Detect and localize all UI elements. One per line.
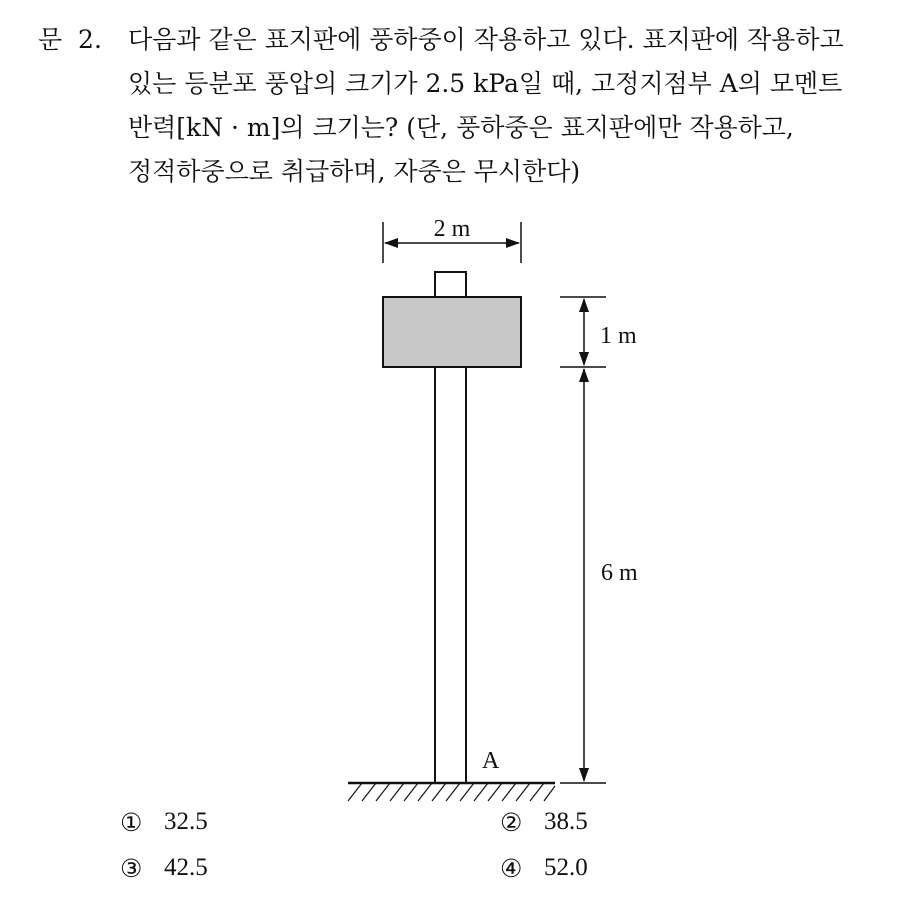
height-dimensions <box>560 297 638 783</box>
choice-4-value: 52.0 <box>544 854 588 881</box>
ground-hatching <box>348 783 555 801</box>
choice-1[interactable] <box>120 808 500 838</box>
answer-choices <box>120 808 680 884</box>
question-line-1: 다음과 같은 표지판에 풍하중이 작용하고 있다. 표지판에 작용하고 <box>128 25 844 54</box>
choice-4[interactable] <box>500 854 680 884</box>
post <box>435 367 466 783</box>
choice-2-mark: ② <box>500 810 523 837</box>
question-line-4: 정적하중으로 취급하며, 자중은 무시한다) <box>128 157 581 186</box>
question-line-3: 반력[kN · m]의 크기는? (단, 풍하중은 표지판에만 작용하고, <box>128 113 794 142</box>
choice-3[interactable] <box>120 854 500 884</box>
sign-height-label: 1 m <box>600 323 637 349</box>
question-number: 문 2. <box>38 25 102 54</box>
post-top <box>435 272 466 297</box>
choice-3-value: 42.5 <box>164 854 208 881</box>
choice-3-mark: ③ <box>120 856 143 883</box>
choice-2[interactable] <box>500 808 680 838</box>
post-height-label: 6 m <box>601 560 638 586</box>
question-line-2: 있는 등분포 풍압의 크기가 2.5 kPa일 때, 고정지점부 A의 모멘트 <box>128 69 843 98</box>
choice-1-value: 32.5 <box>164 808 208 835</box>
choice-1-mark: ① <box>120 810 143 837</box>
choice-4-mark: ④ <box>500 856 523 883</box>
choice-2-value: 38.5 <box>544 808 588 835</box>
sign-board <box>383 297 521 367</box>
width-dimension <box>383 216 521 263</box>
support-label: A <box>482 748 500 774</box>
width-label: 2 m <box>433 216 471 242</box>
